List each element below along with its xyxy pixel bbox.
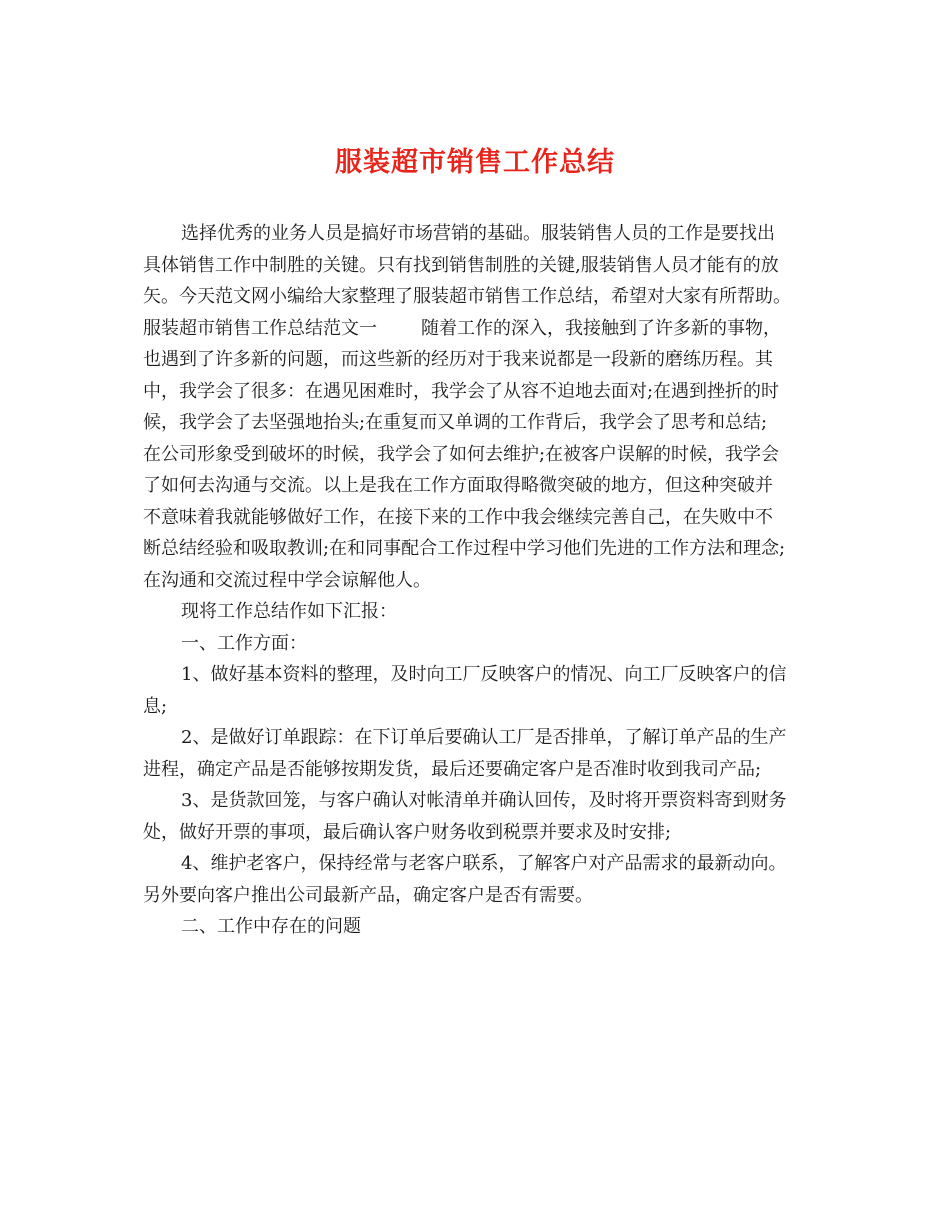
intro-line: 不意味着我就能够做好工作，在接下来的工作中我会继续完善自己，在失败中不 — [143, 506, 773, 528]
document-title: 服装超市销售工作总结 — [335, 147, 615, 178]
document-body — [143, 218, 811, 943]
intro-line: 了如何去沟通与交流。以上是我在工作方面取得略微突破的地方，但这种突破并 — [143, 475, 773, 496]
list-item-line: 处，做好开票的事项，最后确认客户财务收到税票并要求及时安排; — [143, 821, 672, 843]
sample-heading: 服装超市销售工作总结范文一 — [143, 317, 377, 339]
section-heading: 一、工作方面： — [181, 632, 307, 654]
intro-line: 中，我学会了很多：在遇见困难时，我学会了从容不迫地去面对;在遇到挫折的时 — [143, 380, 780, 402]
list-item-line: 息; — [143, 695, 168, 717]
list-item-line: 进程，确定产品是否能够按期发货，最后还要确定客户是否准时收到我司产品; — [143, 758, 762, 780]
section-heading: 二、工作中存在的问题 — [181, 916, 361, 937]
list-item-line: 2、是做好订单跟踪：在下订单后要确认工厂是否排单，了解订单产品的生产 — [181, 727, 787, 748]
intro-line: 矢。今天范文网小编给大家整理了服装超市销售工作总结，希望对大家有所帮助。 — [143, 286, 791, 307]
intro-line: 在公司形象受到破坏的时候，我学会了如何去维护;在被客户误解的时候，我学会 — [143, 443, 780, 465]
intro-line: 断总结经验和吸取教训;在和同事配合工作过程中学习他们先进的工作方法和理念; — [143, 538, 786, 559]
list-item-line: 3、是货款回笼，与客户确认对帐清单并确认回传，及时将开票资料寄到财务 — [181, 790, 787, 811]
list-item-line: 1、做好基本资料的整理，及时向工厂反映客户的情况、向工厂反映客户的信 — [181, 664, 787, 685]
intro-line: 候，我学会了去坚强地抬头;在重复而又单调的工作背后，我学会了思考和总结; — [143, 412, 768, 433]
list-item-line: 另外要向客户推出公司最新产品，确定客户是否有需要。 — [143, 884, 593, 906]
list-item-line: 4、维护老客户，保持经常与老客户联系，了解客户对产品需求的最新动向。 — [181, 853, 787, 874]
intro-line: 具体销售工作中制胜的关键。只有找到销售制胜的关键,服装销售人员才能有的放 — [143, 254, 779, 276]
report-intro: 现将工作总结作如下汇报： — [181, 601, 397, 622]
intro-line: 选择优秀的业务人员是搞好市场营销的基础。服装销售人员的工作是要找出 — [181, 223, 775, 244]
intro-line-text: 随着工作的深入，我接触到了许多新的事物， — [421, 317, 781, 339]
intro-line: 也遇到了许多新的问题，而这些新的经历对于我来说都是一段新的磨练历程。其 — [143, 349, 773, 370]
intro-line: 在沟通和交流过程中学会谅解他人。 — [143, 569, 431, 591]
intro-line — [143, 313, 811, 345]
